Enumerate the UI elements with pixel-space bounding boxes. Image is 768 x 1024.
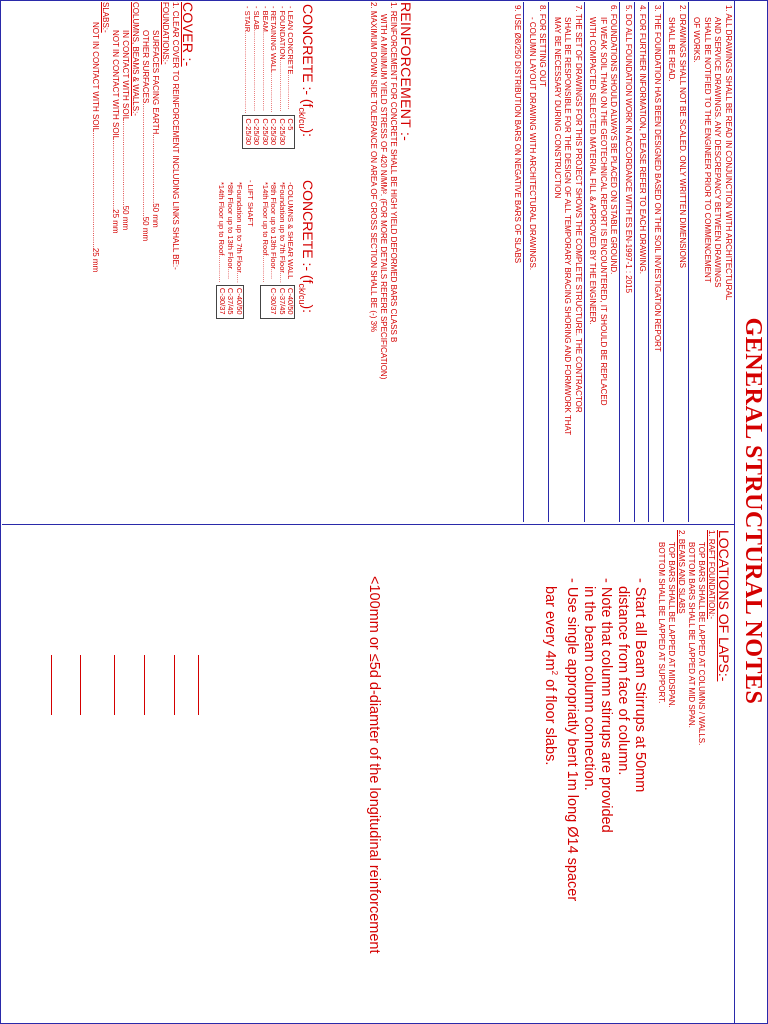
note-line: AND SERVICE DRAWINGS. ANY DESCREPANCY BETWEEN DRAWINGS [713, 17, 723, 288]
note-line: OF WORKS. [692, 17, 702, 63]
table-row: *8th Floor up to 13th Floor..... C-37/45 [226, 180, 235, 318]
table-row: *14th Floor up to Roof............. [260, 180, 269, 318]
reinforcement-text: 2. MAXIMUM DOWN SIDE TOLERANCE ON AREA OF CROSS SECTION SHALL BE (-) 3% [369, 2, 378, 333]
note-line: SHALL BE READ. [667, 17, 677, 82]
note-6 [584, 2, 620, 522]
stirrup-note-line: - Note that column stirrups are provided [598, 578, 614, 833]
note-line: 7. THE SET OF DRAWINGS FOR THIS PROJECT SHOWS THE COMPLETE STRUCTURE. THE CONTRACTOR [574, 5, 583, 413]
reinforcement-item-2 [368, 2, 378, 522]
note-line: 8. FOR SETTING OUT [538, 5, 548, 87]
beams-heading: 2. BEAMS AND SLABS [677, 530, 686, 614]
note-line: 9. USE Ø8/250 DISTRIBUTION BARS ON NEGATIVE BARS OF SLABS [513, 5, 523, 264]
note-line: 1. ALL DRAWINGS SHALL BE READ IN CONJUNCTION WITH ARCHITECTURAL [724, 5, 733, 301]
general-notes [510, 2, 734, 522]
lap-length-note: <100mm or ≤5d d-diamter of the longitudinal reinforcement [366, 576, 382, 954]
concrete-left-table [242, 4, 295, 149]
title-divider [734, 0, 735, 1024]
concrete-right-table-b [216, 180, 244, 319]
cover-row: IN CONTACT WITH SOIL......................................50 mm [121, 30, 130, 231]
note-line: 4. FOR FURTHER INFORMATION, PLEASE REFER TO EACH DRAWING. [638, 5, 648, 274]
concrete-right [216, 180, 316, 319]
concrete-heading: CONCRETE :- $(f_{ck/cu})$: [297, 4, 316, 138]
reinforcement-item-1 [378, 2, 398, 522]
note-line: 2. DRAWINGS SHALL NOT BE SCALED. ONLY WRITTEN DIMENSIONS [678, 5, 687, 269]
note-9 [510, 2, 524, 522]
dimension-line [174, 655, 175, 715]
dimension-line [51, 655, 52, 715]
concrete-left [242, 4, 316, 149]
stirrup-note-line: distance from face of column. [615, 586, 631, 776]
table-row: - BEAM...................................... C-25/30 [260, 4, 269, 149]
concrete-heading: CONCRETE :- $(f_{ck/cu})$: [297, 180, 316, 314]
note-7 [549, 2, 585, 522]
laps-text: TOP BARS SHALL BE LAPPED AT COLUMNS / WALLS. [697, 542, 706, 746]
laps-section [656, 530, 732, 1010]
foundations-heading: FOUNDATIONS:- [161, 2, 170, 65]
note-line: 3. THE FOUNDATION HAS BEEN DESIGNED BASED ON THE SOIL INVESTIGATION REPORT [653, 5, 662, 352]
cover-intro: 1. CLEAR COVER TO REINFORCEMENT INCLUDING LINKS SHALL BE:- [171, 2, 180, 270]
table-row: - FOUNDATION......................... C-25/30 [277, 4, 286, 149]
reinforcement-heading: REINFORCEMENT :- [398, 2, 414, 142]
table-row: - SLAB....................................... C-25/30 [252, 4, 261, 149]
raft-heading: 1. RAFT FOUNDATION:- [707, 530, 716, 620]
concrete-right-table-a [260, 180, 296, 319]
stirrup-note-line: - Use single appropriatly bent 1m long Ø14 spacer [564, 578, 580, 902]
note-8 [524, 2, 549, 522]
laps-text: BOTTOM SHALL BE LAPPED AT SUPPORT. [657, 542, 666, 704]
note-1 [688, 2, 734, 522]
stirrup-notes [541, 578, 648, 1018]
dimension-line [198, 655, 199, 715]
reinforcement-section [368, 2, 414, 522]
cover-row: OTHER SURFACES...................................................50 mm [141, 30, 150, 242]
cover-row: NOT IN CONTACT WITH SOIL...............................25 mm [111, 30, 120, 234]
table-row: - STAIR....................................... C-25/30 [243, 4, 252, 149]
reinforcement-text: 1. REINFORCEMENT FOR CONCRETE SHALL BE HIGH YIELD DEFORMED BARS CLASS B [389, 2, 398, 343]
cover-row: NOT IN CONTACT WITH SOIL....................................................25 mm [91, 22, 100, 273]
note-line: SHALL BE NOTIFIED TO THE ENGINEER PRIOR TO COMMENCEMENT [703, 17, 712, 283]
stirrup-note-line: in the beam column connection. [581, 586, 597, 791]
column-divider [2, 524, 734, 525]
table-row: *Foundation up to 7th Floor..... C-37/45 [277, 180, 286, 318]
cover-section [90, 2, 196, 522]
slabs-heading: SLABS:- [101, 2, 110, 33]
stirrup-note-line: bar every $4m^2$ of floor slabs. [542, 586, 559, 766]
note-line: - COLUMN LAYOUT DRAWING WITH ARCHITECTURAL DRAWINGS. [528, 17, 537, 271]
dimension-line [144, 655, 145, 715]
dimension-line [114, 655, 115, 715]
cover-heading: COVER :- [180, 2, 196, 67]
note-line: IF WEAK SOIL THAN ON THE GEOTECHNICAL REPORT IS ENCOUNTERED, IT SHOULD BE REPLACED [599, 17, 608, 406]
note-line: 6. FOUNDATIONS SHOULD ALWAYS BE PLACED ON STABLE GROUND. [609, 5, 619, 275]
note-line: MAY BE NECESSARY DURING CONSTRUCTION [553, 17, 562, 199]
table-row: *Foundation up to 7th Floor..... C-40/50 [234, 180, 243, 318]
laps-text: TOP BARS SHALL BE LAPPED AT MIDSPAN. [667, 542, 676, 708]
reinforcement-subtext: WITH A MINIMUM YIELD STRESS OF 420 N/MM². (FOR MORE DETAILS REFERE SPECIFICATION) [379, 14, 388, 380]
laps-heading: LOCATIONS OF LAPS:- [716, 530, 732, 682]
table-row: -COLUMNS & SHEAR WALL C-40/50 [286, 180, 295, 318]
table-row: *14th Floor up to Roof............. C-30/37 [217, 180, 226, 318]
table-row: - LEAN CONCRETE................. C-5 [286, 4, 295, 149]
note-2 [663, 2, 688, 522]
stirrup-note-line: - Start all Beam Stirrups at 50mm [632, 578, 648, 793]
page-title: GENERAL STRUCTURAL NOTES [740, 317, 766, 705]
dimension-line [80, 655, 81, 715]
columns-heading: COLUMNS, BEAMS & WALLS:- [131, 2, 140, 116]
table-row: *8th Floor up to 13th Floor..... C-30/37 [269, 180, 278, 318]
note-line: WITH COMPACTED SELECTED MATERIAL FILL & APPROVED BY THE ENGINEER. [588, 17, 598, 325]
note-5 [620, 2, 635, 522]
dimension-lines [51, 655, 199, 715]
laps-text: BOTTOM BARS SHALL BE LAPPED AT MID SPAN. [687, 542, 696, 728]
note-line: 5. DO ALL FOUNDATION WORK IN ACCORDANCE WITH ES EN-1997-1 : 2015 [624, 5, 633, 294]
table-row: - RETAINING WALL................... C-25/30 [269, 4, 278, 149]
lift-shaft-heading: - LIFT SHAFT [245, 180, 255, 227]
cover-row: SURFACES FACING EARTH...............................50 mm [151, 30, 160, 228]
note-line: SHALL BE RESPONSIBLE FOR THE DESIGN OF ALL TEMPORARY BRACING SHORING AND FORMWORK THAT [563, 17, 573, 436]
note-3 [649, 2, 664, 522]
note-4 [634, 2, 649, 522]
